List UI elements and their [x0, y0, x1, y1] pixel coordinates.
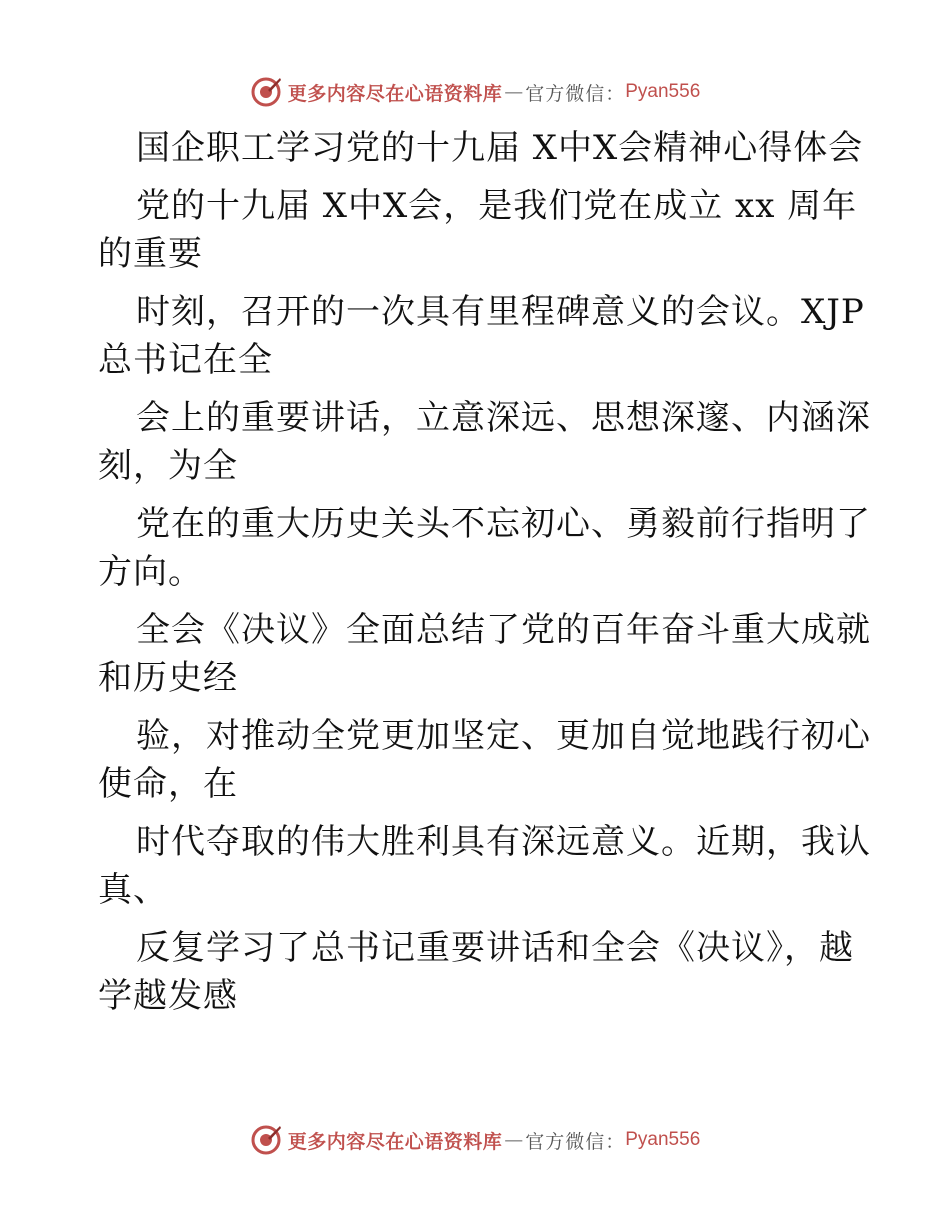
- footer-watermark-banner: [0, 1120, 950, 1160]
- header-watermark-banner: [0, 72, 950, 112]
- document-title: 国企职工学习党的十九届 X中X会精神心得体会: [136, 128, 864, 168]
- text-line: 会上的重要讲话，立意深远、思想深邃、内涵深: [136, 398, 871, 438]
- text-line: 验，对推动全党更加坚定、更加自觉地践行初心: [136, 716, 871, 756]
- text-line: 总书记在全: [98, 340, 273, 380]
- banner-label: 官方微信：: [525, 1130, 626, 1153]
- text-line: 的重要: [98, 234, 203, 274]
- text-line: 使命，在: [98, 764, 238, 804]
- text-line: 方向。: [98, 552, 203, 592]
- banner-label: 官方微信：: [525, 82, 626, 105]
- text-line: 时刻，召开的一次具有里程碑意义的会议。XJP: [136, 292, 865, 332]
- text-line: 学越发感: [98, 976, 238, 1016]
- text-line: 真、: [98, 870, 168, 910]
- document-body: [98, 124, 871, 1020]
- banner-text: 更多内容尽在心语资料库: [287, 1130, 503, 1153]
- banner-dash: —: [504, 1129, 524, 1151]
- text-line: 反复学习了总书记重要讲话和全会《决议》，越: [136, 928, 854, 968]
- text-line: 党在的重大历史关头不忘初心、勇毅前行指明了: [136, 504, 871, 544]
- pen-logo-icon: [250, 76, 282, 108]
- banner-text: 更多内容尽在心语资料库: [287, 82, 503, 105]
- banner-wechat-id: Pyan556: [625, 1129, 701, 1150]
- banner-wechat-id: Pyan556: [625, 81, 701, 102]
- text-line: 刻，为全: [98, 446, 238, 486]
- text-line: 全会《决议》全面总结了党的百年奋斗重大成就: [136, 610, 871, 650]
- banner-dash: —: [504, 81, 524, 103]
- text-line: 党的十九届 X中X会，是我们党在成立 xx 周年: [136, 186, 858, 226]
- text-line: 和历史经: [98, 658, 238, 698]
- pen-logo-icon: [250, 1124, 282, 1156]
- text-line: 时代夺取的伟大胜利具有深远意义。近期，我认: [136, 822, 871, 862]
